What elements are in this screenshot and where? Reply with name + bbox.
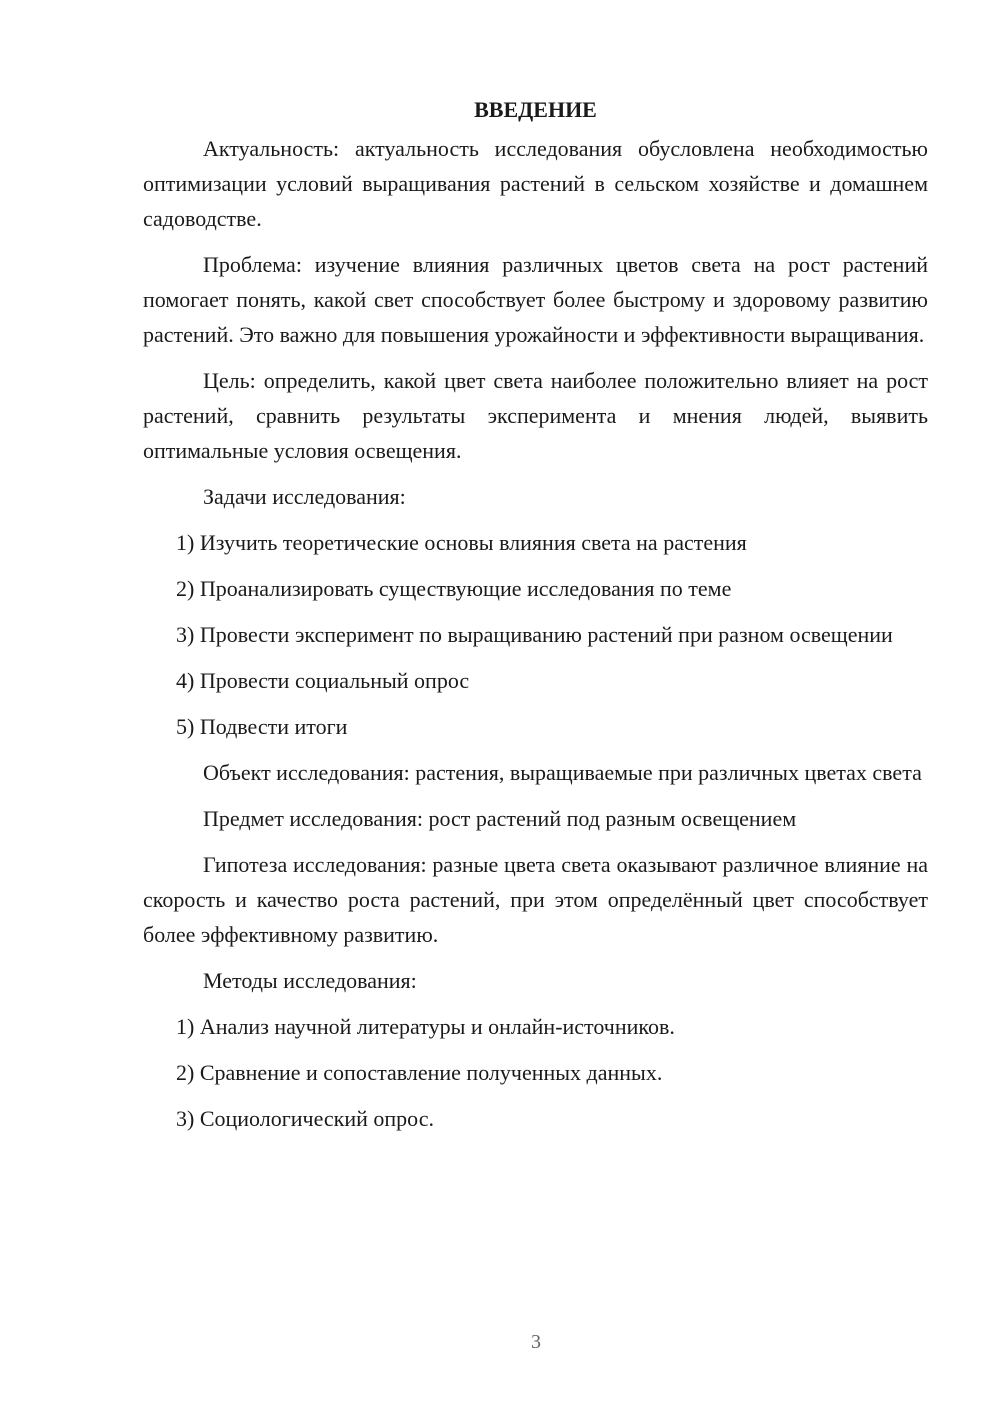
hypothesis-paragraph: Гипотеза исследования: разные цвета света оказывают различное влияние на скорость и качество роста растений, при этом определённый цвет способствует более эффективному развитию. (143, 852, 928, 947)
relevance-paragraph: Актуальность: актуальность исследования обусловлена необходимостью оптимизации условий выращивания растений в сельском хозяйстве и домашнем садоводстве. (143, 136, 928, 231)
goal-paragraph: Цель: определить, какой цвет света наиболее положительно влияет на рост растений, сравнить результаты эксперимента и мнения людей, выявить оптимальные условия освещения. (143, 368, 928, 463)
tasks-heading: Задачи исследования: (203, 484, 406, 509)
object-paragraph: Объект исследования: растения, выращиваемые при различных цветах света (203, 760, 922, 785)
task-item: 1) Изучить теоретические основы влияния света на растения (176, 530, 747, 555)
method-item: 3) Социологический опрос. (176, 1106, 434, 1131)
method-item: 1) Анализ научной литературы и онлайн-источников. (176, 1014, 675, 1039)
section-title: ВВЕДЕНИЕ (474, 97, 597, 122)
task-item: 3) Провести эксперимент по выращиванию растений при разном освещении (176, 622, 893, 647)
task-item: 2) Проанализировать существующие исследования по теме (176, 576, 732, 601)
methods-heading: Методы исследования: (203, 968, 417, 993)
task-item: 5) Подвести итоги (176, 714, 348, 739)
task-item: 4) Провести социальный опрос (176, 668, 470, 693)
problem-paragraph: Проблема: изучение влияния различных цветов света на рост растений помогает понять, какой свет способствует более быстрому и здоровому развитию растений. Это важно для повышения урожайности и эффективности выращивания. (143, 252, 928, 347)
document-page (143, 92, 928, 1147)
subject-paragraph: Предмет исследования: рост растений под разным освещением (203, 806, 797, 831)
method-item: 2) Сравнение и сопоставление полученных данных. (176, 1060, 663, 1085)
page-number: 3 (531, 1331, 541, 1353)
